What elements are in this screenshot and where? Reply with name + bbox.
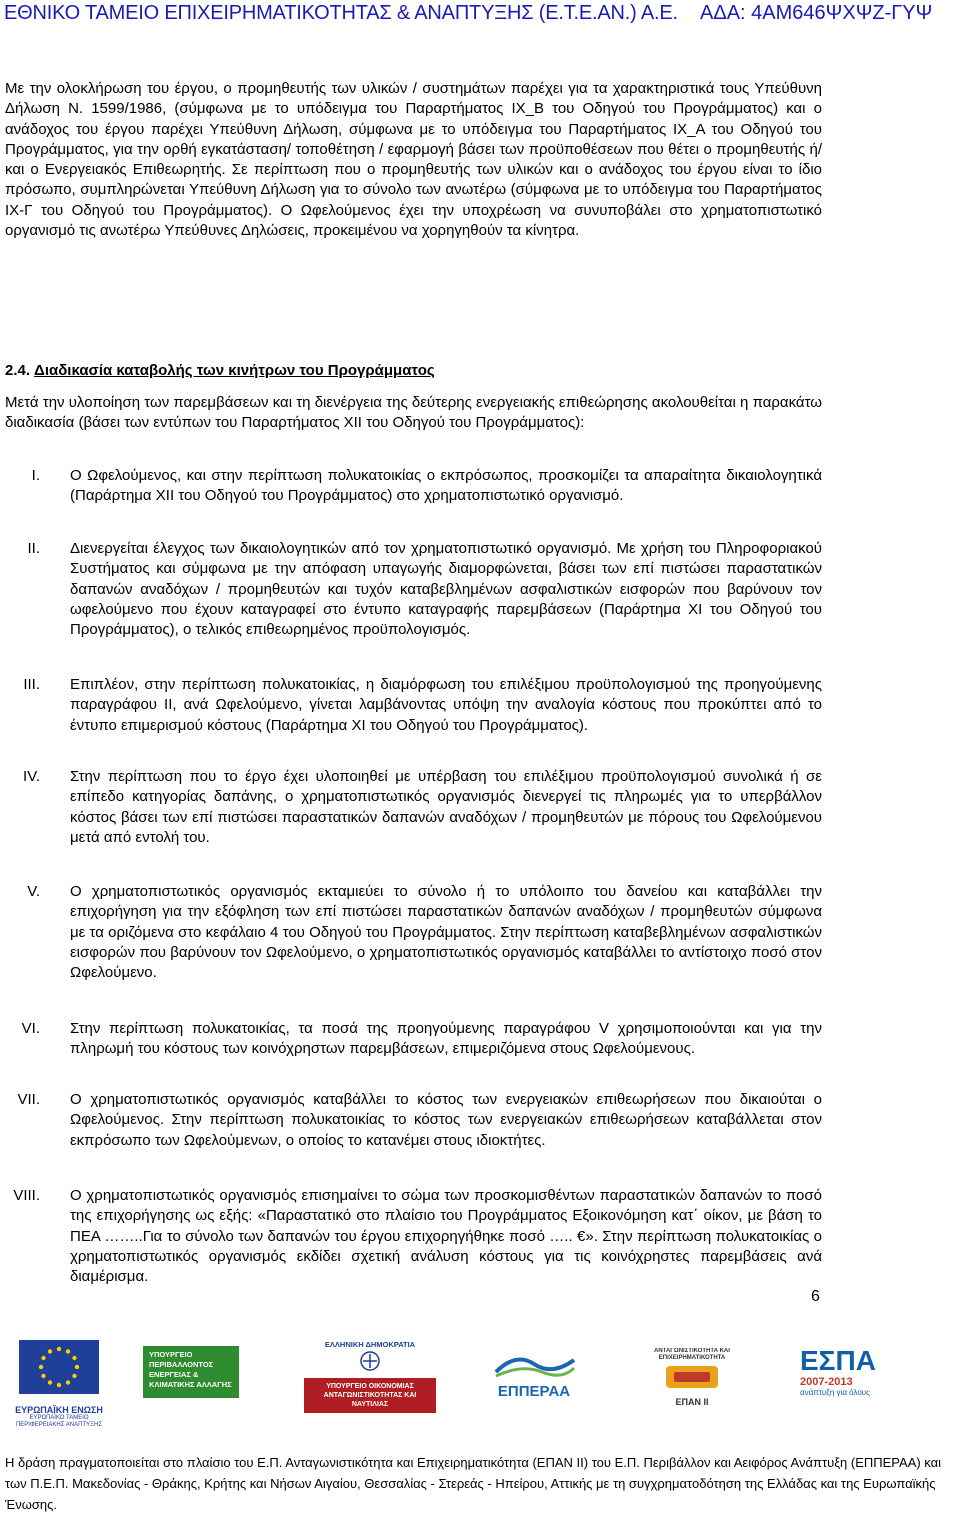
greek-republic-label: ΕΛΛΗΝΙΚΗ ΔΗΜΟΚΡΑΤΙΑ [324, 1340, 416, 1349]
item-text: Ο χρηματοπιστωτικός οργανισμός εκταμιεύει το σύνολο ή το υπόλοιπο του δανείου και καταβάλλει την επιχορήγηση για την εξόφληση των επί πιστώσει παραστατικών δαπανών αναδόχων / προμηθευτών σύμφωνα με τα οριζόμενα στο κεφάλαιο 4 του Οδηγού του Προγράμματος. Στην περίπτωση καταβεβλημένων ασφαλιστικών εισφορών που βαρύνουν τον Ωφελούμενο, ο χρηματοπιστωτικός οργανισμός καταβάλλει το αντίστοιχο ποσό στον Ωφελούμενο. [70, 883, 822, 982]
item-number: VII. [17, 1091, 40, 1108]
eu-label: ΕΥΡΩΠΑΪΚΗ ΕΝΩΣΗ [15, 1405, 103, 1415]
page-number: 6 [811, 1288, 820, 1305]
greek-emblem-icon [290, 1349, 450, 1373]
section-heading [5, 362, 435, 379]
eperaa-wave-icon [482, 1350, 586, 1378]
section-title: Διαδικασία καταβολής των κινήτρων του Προγράμματος [34, 362, 435, 379]
epan-graphic-icon [646, 1362, 738, 1392]
item-number: VIII. [13, 1187, 40, 1204]
section-number: 2.4. [5, 362, 31, 379]
epan-logo [646, 1348, 738, 1414]
epan-label: ΕΠΑΝ ΙΙ [675, 1397, 709, 1407]
ministry-economy-logo [290, 1340, 450, 1434]
eperaa-logo [482, 1350, 586, 1410]
ministry-economy-label: ΥΠΟΥΡΓΕΙΟ ΟΙΚΟΝΟΜΙΑΣ ΑΝΤΑΓΩΝΙΣΤΙΚΟΤΗΤΑΣ ΚΑΙ ΝΑΥΤΙΛΙΑΣ [304, 1378, 436, 1413]
eu-logo [5, 1338, 113, 1434]
section-intro: Μετά την υλοποίηση των παρεμβάσεων και τη διενέργεια της δεύτερης ενεργειακής επιθεώρησης ακολουθείται η παρακάτω διαδικασία (βάσει των εντύπων του Παραρτήματος ΧΙΙ του Οδηγού του Προγράμματος): [5, 394, 822, 432]
item-text: Ο χρηματοπιστωτικός οργανισμός επισημαίνει το σώμα των προσκομισθέντων παραστατικών δαπανών το ποσό της επιχορήγησης ως εξής: «Παραστατικό στο πλαίσιο του Προγράμματος Εξοικονόμηση κατ΄ οίκον, με βάση το ΠΕΑ ……..Για το σύνολο των δαπανών του έργου επιχορηγήθηκε ποσό ….. €». Στην περίπτωση πολυκατοικίας ο χρηματοπιστωτικός οργανισμός εκδίδει σχετική ανάλυση κόστους για τις κοινόχρηστες παρεμβάσεις ανά διαμέρισμα. [70, 1187, 822, 1286]
eu-flag-icon [5, 1338, 113, 1398]
logo-strip [0, 1338, 960, 1434]
item-number: V. [27, 883, 40, 900]
espa-tagline: ανάπτυξη για όλους [800, 1388, 871, 1397]
item-number: IV. [23, 768, 40, 785]
item-text: Στην περίπτωση που το έργο έχει υλοποιηθεί με υπέρβαση του επιλέξιμου προϋπολογισμού συνολικά ή σε επίπεδο κατηγορίας δαπάνης, ο χρηματοπιστωτικός οργανισμός διενεργεί τις πληρωμές για το υπερβάλλον κόστος βάσει των επί πιστώσει παραστατικών δαπανών αναδόχων / προμηθευτών με πόρους του Ωφελούμενου μετά από εντολή του. [70, 768, 822, 846]
footer-text: Η δράση πραγματοποιείται στο πλαίσιο του Ε.Π. Ανταγωνιστικότητα και Επιχειρηματικότητα (ΕΠΑΝ ΙΙ) του Ε.Π. Περιβάλλον και Αειφόρος Ανάπτυξη (ΕΠΠΕΡΑΑ) και των Π.Ε.Π. Μακεδονίας - Θράκης, Κρήτης και Νήσων Αιγαίου, Θεσσαλίας - Στερεάς - Ηπείρου, Αττικής με τη συγχρηματοδότηση της Ελλάδας και της Ευρωπαϊκής Ένωσης. [5, 1455, 942, 1512]
item-number: II. [27, 540, 40, 557]
item-text: Διενεργείται έλεγχος των δικαιολογητικών από τον χρηματοπιστωτικό οργανισμό. Με χρήση του Πληροφοριακού Συστήματος και σύμφωνα με την απόφαση υπαγωγής διαμορφώνεται, βάσει των επί πιστώσει παραστατικών δαπανών αναδόχων / προμηθευτών και τυχόν καταβεβλημένων ασφαλιστικών εισφορών που βαρύνουν τον ωφελούμενο που έχουν καταγραφεί στο έντυπο καταγραφής παρεμβάσεων (Παράρτημα ΧΙ του Οδηγού του Προγράμματος), ο τελικός επιθεωρημένος προϋπολογισμός. [70, 540, 822, 639]
item-number: III. [23, 676, 40, 693]
ministry-environment-label: ΥΠΟΥΡΓΕΙΟ ΠΕΡΙΒΑΛΛΟΝΤΟΣ ΕΝΕΡΓΕΙΑΣ & ΚΛΙΜΑΤΙΚΗΣ ΑΛΛΑΓΗΣ [149, 1350, 232, 1389]
item-text: Ο χρηματοπιστωτικός οργανισμός καταβάλλει το κόστος των ενεργειακών επιθεωρήσεων που δικαιούται ο Ωφελούμενος. Στην περίπτωση πολυκατοικίας το κόστος των ενεργειακών επιθεωρήσεων καταβάλλεται στον εκπρόσωπο των Ωφελούμενων, ο οποίος το κατανέμει στους ιδιοκτήτες. [70, 1091, 822, 1149]
espa-label: ΕΣΠΑ [800, 1346, 876, 1376]
ministry-environment-logo [143, 1346, 239, 1398]
espa-logo [800, 1346, 900, 1416]
item-number: I. [31, 467, 40, 484]
page-header [0, 0, 960, 40]
item-number: VI. [21, 1020, 40, 1037]
epan-title-label: ΑΝΤΑΓΩΝΙΣΤΙΚΟΤΗΤΑ ΚΑΙ ΕΠΙΧΕΙΡΗΜΑΤΙΚΟΤΗΤΑ [654, 1348, 730, 1361]
item-text: Στην περίπτωση πολυκατοικίας, τα ποσά της προηγούμενης παραγράφου V χρησιμοποιούνται και για την πληρωμή του κόστους των κοινόχρηστων παρεμβάσεων, επιμεριζόμενα στους Ωφελούμενους. [70, 1020, 822, 1058]
eperaa-label: ΕΠΠΕΡΑΑ [497, 1383, 571, 1400]
espa-years: 2007-2013 [800, 1376, 853, 1388]
eu-fund-label: ΕΥΡΩΠΑΪΚΟ ΤΑΜΕΙΟ ΠΕΡΙΦΕΡΕΙΑΚΗΣ ΑΝΑΠΤΥΞΗΣ [15, 1415, 103, 1428]
item-text: Επιπλέον, στην περίπτωση πολυκατοικίας, η διαμόρφωση του επιλέξιμου προϋπολογισμού της προηγούμενης παραγράφου ΙΙ, ανά Ωφελούμενο, γίνεται λαμβάνοντας υπόψη την αναλογία κόστους που προκύπτει από το έντυπο επιμερισμού κόστους (Παράρτημα ΧΙ του Οδηγού του Προγράμματος). [70, 676, 822, 734]
intro-paragraph: Με την ολοκλήρωση του έργου, ο προμηθευτής των υλικών / συστημάτων παρέχει για τα χαρακτηριστικά τους Υπεύθυνη Δήλωση Ν. 1599/1986, (σύμφωνα με το υπόδειγμα του Παραρτήματος ΙΧ_Β του Οδηγού του Προγράμματος) και ο ανάδοχος του έργου παρέχει Υπεύθυνη Δήλωση, σύμφωνα με το υπόδειγμα του Παραρτήματος ΙΧ_Α του Οδηγού του Προγράμματος, για την ορθή εγκατάσταση/ τοποθέτηση / εφαρμογή βάσει των προϋποθέσεων που θέτει ο προμηθευτής ή/και ο Ενεργειακός Επιθεωρητής. Σε περίπτωση που ο προμηθευτής των υλικών και ο ανάδοχος του έργου είναι το ίδιο πρόσωπο, συμπληρώνεται Υπεύθυνη Δήλωση για το σύνολο των ανωτέρω (σύμφωνα με το υπόδειγμα του Παραρτήματος ΙΧ-Γ του Οδηγού του Προγράμματος). Ο Ωφελούμενος έχει την υποχρέωση να συνυποβάλει στο χρηματοπιστωτικό οργανισμό τις ανωτέρω Υπεύθυνες Δηλώσεις, προκειμένου να χορηγηθούν τα κίνητρα. [5, 80, 822, 240]
header-title: ΕΘΝΙΚΟ ΤΑΜΕΙΟ ΕΠΙΧΕΙΡΗΜΑΤΙΚΟΤΗΤΑΣ & ΑΝΑΠΤΥΞΗΣ (Ε.Τ.Ε.ΑΝ.) Α.Ε. [4, 2, 678, 24]
ada-code: ΑΔΑ: 4ΑΜ646ΨΧΨΖ-ΓΥΨ [700, 2, 933, 24]
item-text: Ο Ωφελούμενος, και στην περίπτωση πολυκατοικίας ο εκπρόσωπος, προσκομίζει τα απαραίτητα δικαιολογητικά (Παράρτημα ΧΙΙ του Οδηγού του Προγράμματος) στο χρηματοπιστωτικό οργανισμό. [70, 467, 822, 505]
